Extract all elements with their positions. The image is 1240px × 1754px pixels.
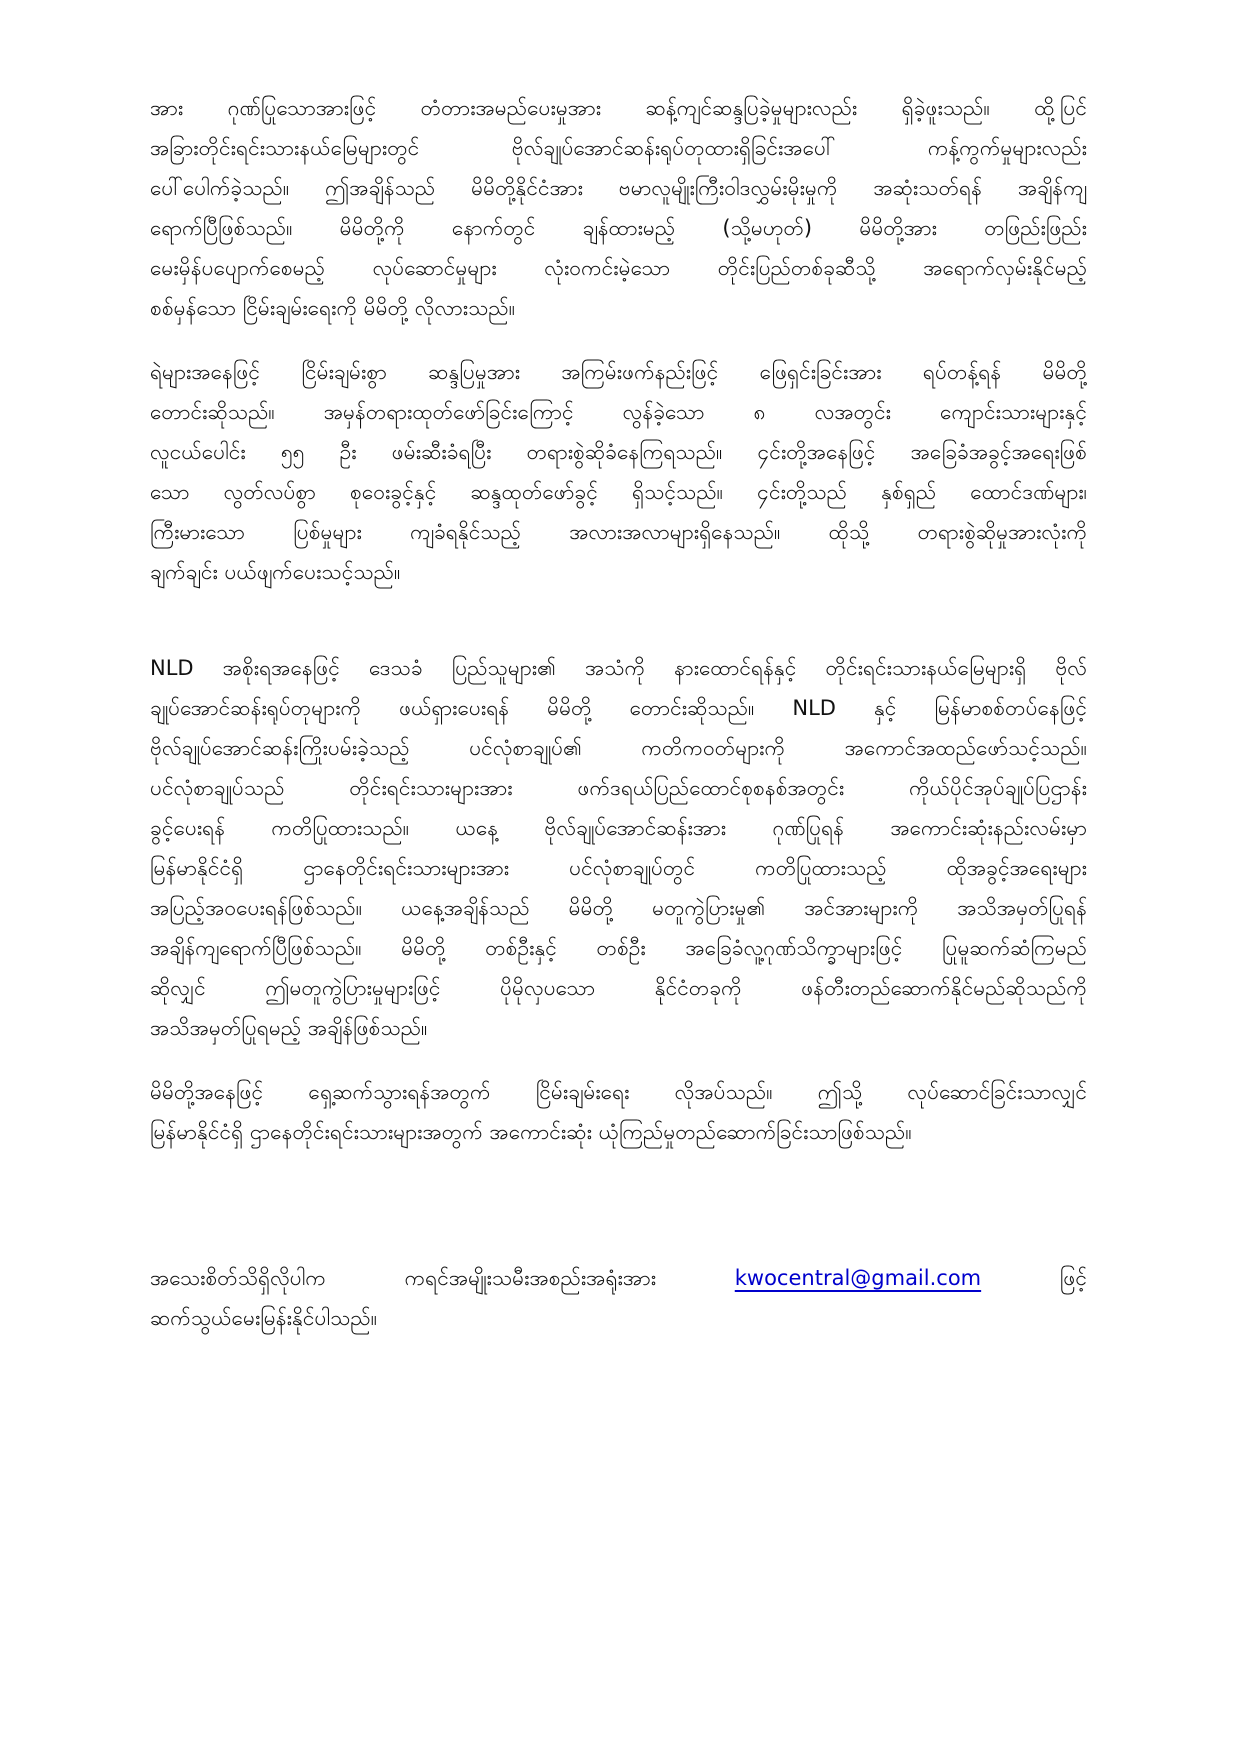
text-line: စစ်မှန်သော ငြိမ်းချမ်းရေးကို မိမိတို့ လိုလားသည်။ <box>150 296 516 320</box>
text-line: တောင်းဆိုသည်။ အမှန်တရားထုတ်ဖော်ခြင်းကြောင့် လွန်ခဲ့သော ၈ လအတွင်း ကျောင်းသားများနှင့် <box>150 400 1087 424</box>
text-line: ပင်လုံစာချုပ်သည် တိုင်းရင်းသားများအား ဖက်ဒရယ်ပြည်ထောင်စုစနစ်အတွင်း ကိုယ်ပိုင်အုပ်ချုပ်ပြဌာန်း <box>150 776 1087 800</box>
text-line: ဆိုလျှင် ဤမတူကွဲပြားမှုများဖြင့် ပိုမိုလှပသော နိုင်ငံတခုကို ဖန်တီးတည်ဆောက်နိုင်မည်ဆိုသည်ကို <box>150 976 1087 1000</box>
contact-line-1 <box>150 1258 1087 1298</box>
text-line: အချိန်ကျရောက်ပြီဖြစ်သည်။ မိမိတို့ တစ်ဦးနှင့် တစ်ဦး အခြေခံလူ့ဂုဏ်သိက္ခာများဖြင့် ပြုမူဆက်ဆံကြမည် <box>150 936 1087 960</box>
text-line: ရောက်ပြီဖြစ်သည်။ မိမိတို့ကို နောက်တွင် ချန်ထားမည့် (သို့မဟုတ်) မိမိတို့အား တဖြည်းဖြည်း <box>150 216 1087 240</box>
text-line: အခြားတိုင်းရင်းသားနယ်မြေများတွင် ဗိုလ်ချုပ်အောင်ဆန်းရုပ်တုထားရှိခြင်းအပေါ် ကန့်ကွက်မှုများလည်း <box>150 136 1087 160</box>
text-line: အသိအမှတ်ပြုရမည့် အချိန်ဖြစ်သည်။ <box>150 1016 428 1040</box>
text-line: မေးမှိန်ပပျောက်စေမည့် လုပ်ဆောင်မှုများ လုံးဝကင်းမဲ့သော တိုင်းပြည်တစ်ခုဆီသို့ အရောက်လှမ်းနိုင်မည့် <box>150 256 1087 280</box>
text-line: ခွင့်ပေးရန် ကတိပြုထားသည်။ ယနေ့ ဗိုလ်ချုပ်အောင်ဆန်းအား ဂုဏ်ပြုရန် အကောင်းဆုံးနည်းလမ်းမှာ <box>150 816 1087 840</box>
contact-line-2: ဆက်သွယ်မေးမြန်းနိုင်ပါသည်။ <box>150 1306 378 1330</box>
text-line: အား ဂုဏ်ပြုသောအားဖြင့် တံတားအမည်ပေးမှုအား ဆန့်ကျင်ဆန္ဒပြခဲ့မှုများလည်း ရှိခဲ့ဖူးသည်။ ထို့ပြင် <box>150 96 1087 120</box>
email-link[interactable]: kwocentral@gmail.com <box>734 1266 982 1290</box>
text-line: သော လွတ်လပ်စွာ စုဝေးခွင့်နှင့် ဆန္ဒထုတ်ဖော်ခွင့် ရှိသင့်သည်။ ၄င်းတို့သည် နှစ်ရှည် ထောင်ဒဏ်များ၊ <box>150 480 1087 504</box>
text-line: မြန်မာနိုင်ငံရှိ ဌာနေတိုင်းရင်းသားများအတွက် အကောင်းဆုံး ယုံကြည်မှုတည်ဆောက်ခြင်းသာဖြစ်သည်။ <box>150 1120 912 1144</box>
text-line: အပြည့်အဝပေးရန်ဖြစ်သည်။ ယနေ့အချိန်သည် မိမိတို့ မတူကွဲပြားမှု၏ အင်အားများကို အသိအမှတ်ပြုရန် <box>150 896 1087 920</box>
text-line: လူငယ်ပေါင်း ၅၅ ဦး ဖမ်းဆီးခံရပြီး တရားစွဲဆိုခံနေကြရသည်။ ၄င်းတို့အနေဖြင့် အခြေခံအခွင့်အရေးဖြစ် <box>150 440 1087 464</box>
organization-name: ကရင်အမျိုးသမီးအစည်းအရုံးအား <box>404 1266 657 1290</box>
text-line: ရဲများအနေဖြင့် ငြိမ်းချမ်းစွာ ဆန္ဒပြမှုအား အကြမ်းဖက်နည်းဖြင့် ဖြေရှင်းခြင်းအား ရပ်တန့်ရန် မိမိတို့ <box>150 360 1087 384</box>
contact-intro: အသေးစိတ်သိရှိလိုပါက <box>150 1266 326 1290</box>
text-line: မိမိတို့အနေဖြင့် ရှေ့ဆက်သွားရန်အတွက် ငြိမ်းချမ်းရေး လိုအပ်သည်။ ဤသို့ လုပ်ဆောင်ခြင်းသာလျှင် <box>150 1080 1087 1104</box>
text-line: NLD အစိုးရအနေဖြင့် ဒေသခံ ပြည်သူများ၏ အသံကို နားထောင်ရန်နှင့် တိုင်းရင်းသားနယ်မြေများရှိ ဗိုလ် <box>150 656 1087 680</box>
text-line: ကြီးမားသော ပြစ်မှုများ ကျခံရနိုင်သည့် အလားအလာများရှိနေသည်။ ထိုသို့ တရားစွဲဆိုမှုအားလုံးကို <box>150 520 1087 544</box>
text-line: ချက်ချင်း ပယ်ဖျက်ပေးသင့်သည်။ <box>150 560 401 584</box>
text-line: ဗိုလ်ချုပ်အောင်ဆန်းကြိုးပမ်းခဲ့သည့် ပင်လုံစာချုပ်၏ ကတိကဝတ်များကို အကောင်အထည်ဖော်သင့်သည်။ <box>150 736 1087 760</box>
contact-suffix: ဖြင့် <box>1059 1266 1087 1290</box>
text-line: ပေါ်ပေါက်ခဲ့သည်။ ဤအချိန်သည် မိမိတို့နိုင်ငံအား ဗမာလူမျိုးကြီးဝါဒလွှမ်းမိုးမှုကို အဆုံးသတ်ရန် အချိန်ကျ <box>150 176 1087 200</box>
text-line: ချုပ်အောင်ဆန်းရုပ်တုများကို ဖယ်ရှားပေးရန် မိမိတို့ တောင်းဆိုသည်။ NLD နှင့် မြန်မာစစ်တပ်နေဖြင့် <box>150 696 1087 720</box>
text-line: မြန်မာနိုင်ငံရှိ ဌာနေတိုင်းရင်းသားများအား ပင်လုံစာချုပ်တွင် ကတိပြုထားသည့် ထိုအခွင့်အရေးများ <box>150 856 1087 880</box>
